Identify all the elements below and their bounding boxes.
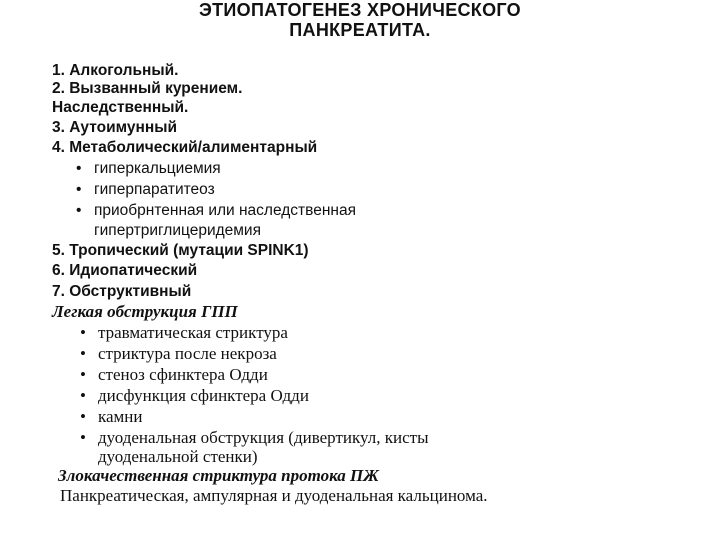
metabolic-bullet-text: гиперкальциемия [94, 160, 221, 177]
obstruction-bullet-item [80, 324, 288, 342]
cause-3: 3. Аутоимунный [52, 119, 177, 136]
bullet-icon: • [76, 160, 82, 177]
obstruction-bullet-item [80, 429, 429, 447]
metabolic-bullet-text: гиперпаратитеоз [94, 181, 215, 198]
cause-7: 7. Обструктивный [52, 283, 192, 300]
malignant-stricture-text: Панкреатическая, ампулярная и дуоденальная кальцинома. [60, 486, 488, 505]
obstruction-bullet-item [80, 408, 143, 426]
cause-1: 1. Алкогольный. [52, 62, 179, 79]
obstruction-bullet-continuation: дуоденальной стенки) [98, 447, 258, 466]
obstruction-bullet-item [80, 387, 309, 405]
title-line-1: ЭТИОПАТОГЕНЕЗ ХРОНИЧЕСКОГО [199, 0, 521, 20]
cause-2: 2. Вызванный курением. [52, 80, 243, 97]
cause-5: 5. Тропический (мутации SPINK1) [52, 242, 309, 259]
obstruction-bullet-item [80, 366, 268, 384]
malignant-stricture-heading: Злокачественная стриктура протока ПЖ [58, 466, 379, 485]
bullet-icon: • [80, 386, 86, 405]
bullet-icon: • [80, 365, 86, 384]
obstruction-bullet-text: дисфункция сфинктера Одди [98, 386, 309, 405]
obstruction-bullet-text: дуоденальная обструкция (дивертикул, кисты [98, 428, 429, 447]
obstruction-bullet-text: стеноз сфинктера Одди [98, 365, 268, 384]
metabolic-bullet-continuation: гипертриглицеридемия [94, 222, 261, 239]
obstruction-bullet-text: травматическая стриктура [98, 323, 288, 342]
mild-obstruction-heading: Легкая обструкция ГПП [52, 302, 238, 321]
bullet-icon: • [80, 428, 86, 447]
obstruction-bullet-text: камни [98, 407, 143, 426]
obstruction-bullet-text: стриктура после некроза [98, 344, 277, 363]
title-line-2: ПАНКРЕАТИТА. [289, 20, 431, 40]
bullet-icon: • [80, 344, 86, 363]
metabolic-bullet-item [76, 160, 221, 178]
bullet-icon: • [76, 181, 82, 198]
metabolic-bullet-item [76, 181, 215, 199]
page-title [0, 0, 720, 40]
bullet-icon: • [80, 407, 86, 426]
bullet-icon: • [76, 202, 82, 219]
metabolic-bullet-text: приобрнтенная или наследственная [94, 202, 356, 219]
cause-2-continuation: Наследственный. [52, 99, 189, 116]
cause-4: 4. Метаболический/алиментарный [52, 139, 318, 156]
bullet-icon: • [80, 323, 86, 342]
cause-6: 6. Идиопатический [52, 262, 198, 279]
metabolic-bullet-item [76, 202, 356, 220]
obstruction-bullet-item [80, 345, 277, 363]
